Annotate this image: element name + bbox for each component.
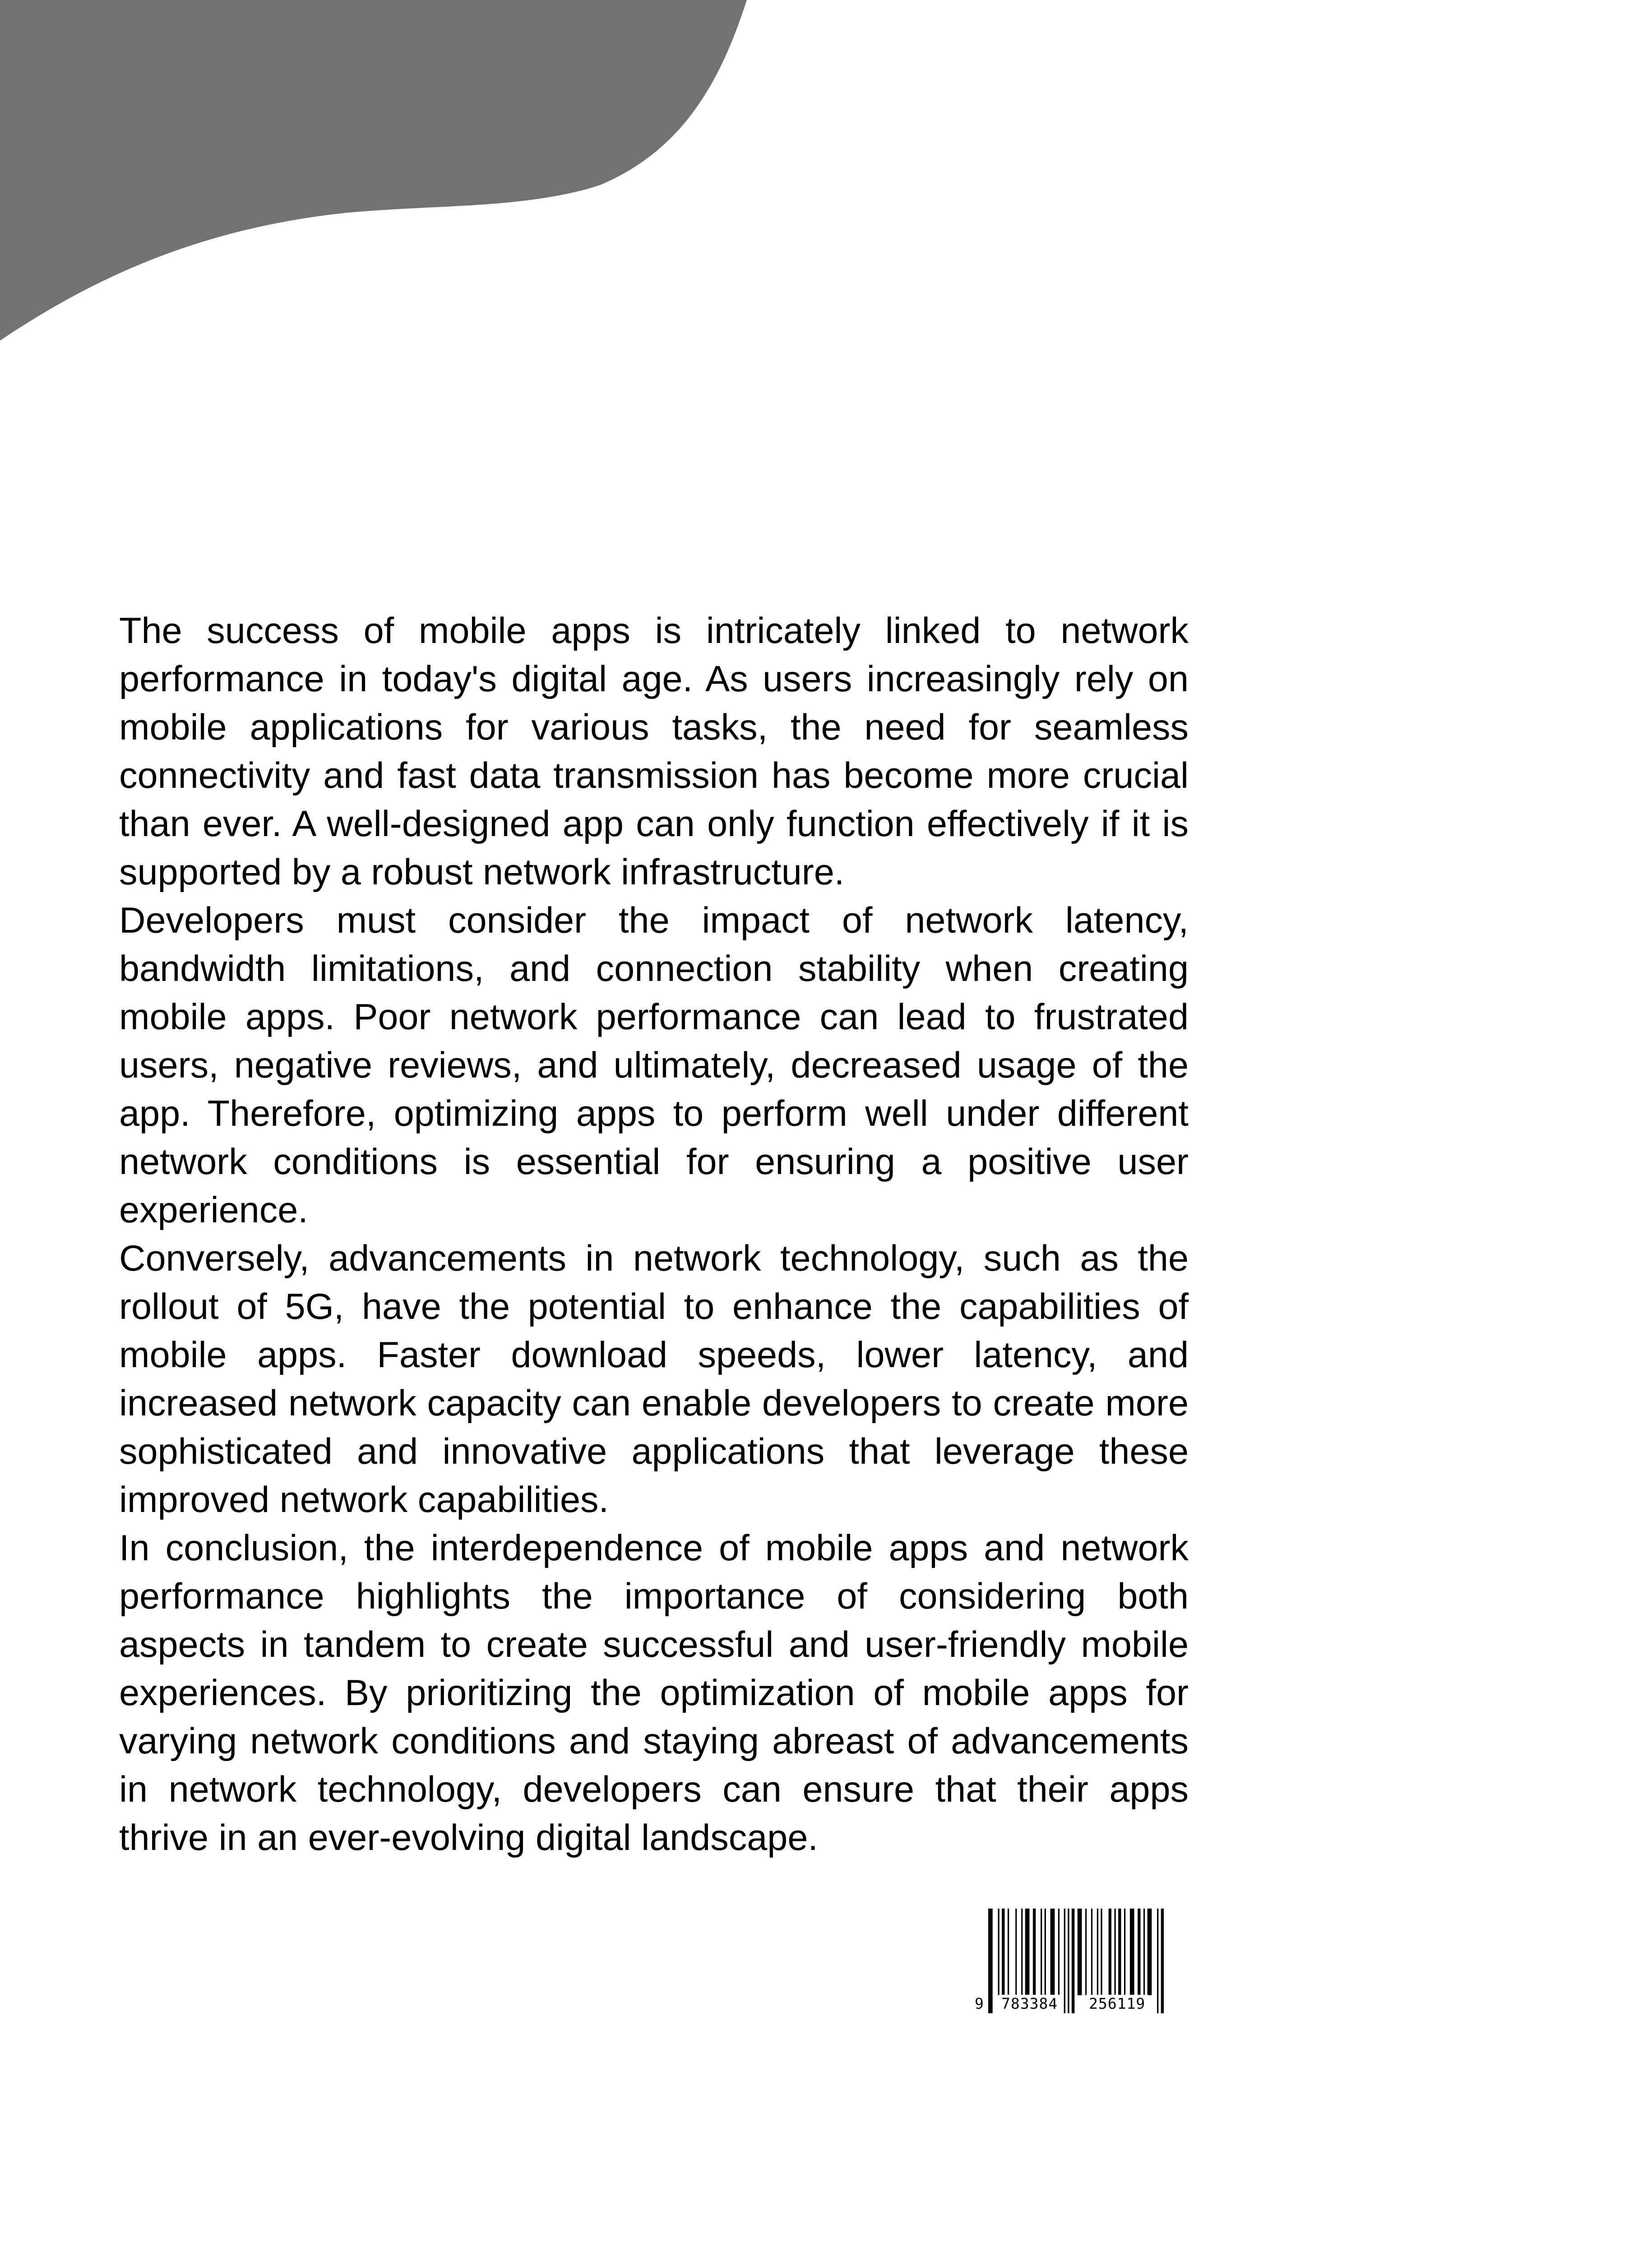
barcode-bar <box>1068 1909 1069 2013</box>
paragraph-1: The success of mobile apps is intricately linked to network performance in today's digital age. As users increasingly rely on mobile applications for various tasks, the need for seamless connectivity and fast data transmission has become more crucial than ever. A well-designed app can only function effectively if it is supported by a robust network infrastructure. <box>119 610 1189 892</box>
barcode-bar <box>988 1909 993 2013</box>
barcode-bar <box>1101 1909 1102 1995</box>
barcode-bar <box>1072 1909 1074 2013</box>
paragraph-3: Conversely, advancements in network technology, such as the rollout of 5G, have the potential to enhance the capabilities of mobile apps. Faster download speeds, lower latency, and increased network capacity can enable developers to create more sophisticated and innovative applications that leverage these improved network capabilities. <box>119 1238 1189 1520</box>
barcode-bar <box>1064 1909 1065 2013</box>
barcode-bar <box>1157 1909 1158 2013</box>
barcode-right-group: 256119 <box>1086 1995 1148 2013</box>
barcode-bar <box>1015 1909 1017 1995</box>
barcode-bar <box>1109 1909 1111 1995</box>
barcode-left-group: 783384 <box>999 1995 1060 2013</box>
barcode-bar <box>1058 1909 1060 1995</box>
barcode-bar <box>1115 1909 1116 1995</box>
barcode-bar <box>1118 1909 1121 1995</box>
barcode-first-digit: 9 <box>975 1995 984 2012</box>
corner-decorative-shape <box>0 0 812 361</box>
barcode-bar <box>1148 1909 1152 1995</box>
barcode-bar <box>1025 1909 1030 1995</box>
paragraph-2: Developers must consider the impact of network latency, bandwidth limitations, and connection stability when creating mobile apps. Poor network performance can lead to frustrated users, negative reviews, and ultimately, decreased usage of the app. Therefore, optimizing apps to perform well under different network conditions is essential for ensuring a positive user experience. <box>119 900 1189 1230</box>
barcode-bar <box>1130 1909 1134 1995</box>
barcode-bar <box>1085 1909 1087 1995</box>
barcode-bar <box>998 1909 1000 1995</box>
barcode-bar <box>1124 1909 1125 1995</box>
back-cover-text <box>119 607 1189 1862</box>
paragraph-4: In conclusion, the interdependence of mobile apps and network performance highlights the importance of considering both aspects in tandem to create successful and user-friendly mobile experiences. By prioritizing the optimization of mobile apps for varying network conditions and staying abreast of advancements in network technology, developers can ensure that their apps thrive in an ever-evolving digital landscape. <box>119 1528 1189 1858</box>
barcode-bar <box>1002 1909 1004 1995</box>
barcode-bar <box>1041 1909 1042 1995</box>
barcode-bar <box>1143 1909 1145 1995</box>
barcode-bar <box>1138 1909 1140 1995</box>
barcode-bar <box>1033 1909 1036 1995</box>
barcode-bar <box>1097 1909 1098 1995</box>
barcode-bar <box>1045 1909 1046 1995</box>
barcode-bar <box>1091 1909 1092 1995</box>
isbn-barcode <box>975 1906 1169 2019</box>
barcode-bar <box>1050 1909 1055 1995</box>
barcode-bar <box>1078 1909 1082 1995</box>
barcode-bar <box>1161 1909 1164 2013</box>
barcode-bar <box>1008 1909 1009 1995</box>
barcode-bar <box>1021 1909 1023 1995</box>
